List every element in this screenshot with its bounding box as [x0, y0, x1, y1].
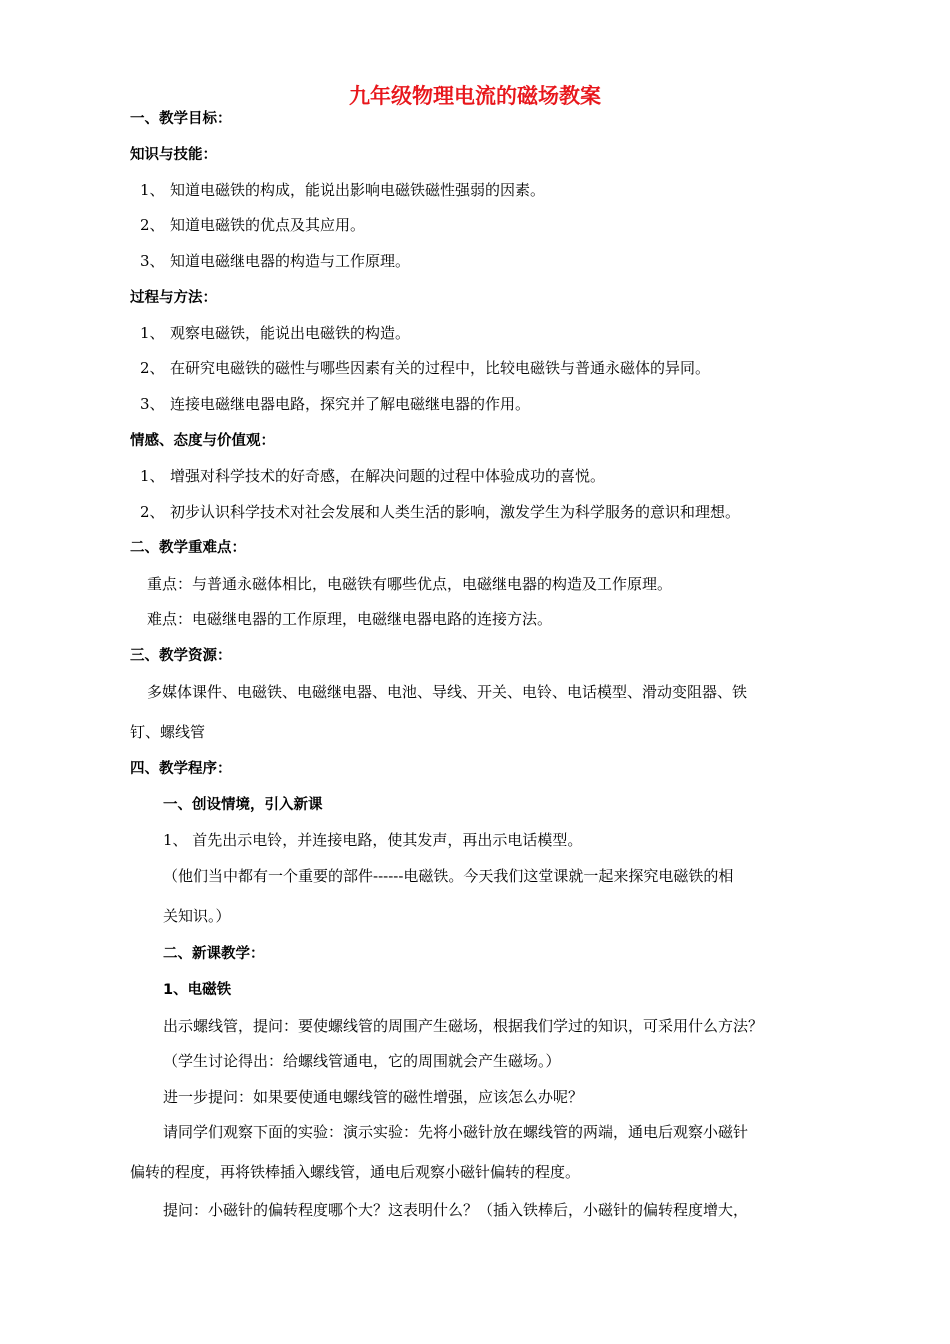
list-item: 1、 知道电磁铁的构成，能说出影响电磁铁磁性强弱的因素。 — [140, 181, 546, 199]
keypoint-focus: 重点：与普通永磁体相比，电磁铁有哪些优点，电磁继电器的构造及工作原理。 — [147, 575, 673, 593]
resources-text-continued: 钉、螺线管 — [130, 723, 206, 741]
document-title: 九年级物理电流的磁场教案 — [349, 84, 601, 108]
step-note-continued: 关知识。） — [163, 907, 231, 925]
list-item: 2、 知道电磁铁的优点及其应用。 — [140, 216, 366, 234]
step-heading-new-lesson: 二、新课教学： — [163, 946, 265, 962]
paragraph: 提问：小磁针的偏转程度哪个大？这表明什么？（插入铁棒后，小磁针的偏转程度增大， — [163, 1201, 749, 1219]
subheading-attitude: 情感、态度与价值观： — [130, 433, 275, 449]
step-heading-intro: 一、创设情境，引入新课 — [163, 797, 323, 813]
list-item: 1、 增强对科学技术的好奇感，在解决问题的过程中体验成功的喜悦。 — [140, 467, 606, 485]
step-item: 1、 首先出示电铃，并连接电路，使其发声，再出示电话模型。 — [163, 831, 583, 849]
resources-text: 多媒体课件、电磁铁、电磁继电器、电池、导线、开关、电铃、电话模型、滑动变阻器、铁 — [147, 683, 748, 701]
section-heading-keypoints: 二、教学重难点： — [130, 540, 246, 556]
paragraph: 出示螺线管，提问：要使螺线管的周围产生磁场，根据我们学过的知识，可采用什么方法？ — [163, 1017, 764, 1035]
subsection-heading-electromagnet: 1、电磁铁 — [163, 982, 232, 998]
subheading-knowledge: 知识与技能： — [130, 147, 217, 163]
list-item: 3、 知道电磁继电器的构造与工作原理。 — [140, 252, 411, 270]
paragraph: 请同学们观察下面的实验：演示实验：先将小磁针放在螺线管的两端，通电后观察小磁针 — [163, 1123, 749, 1141]
list-item: 2、 在研究电磁铁的磁性与哪些因素有关的过程中，比较电磁铁与普通永磁体的异同。 — [140, 359, 711, 377]
paragraph: 进一步提问：如果要使通电螺线管的磁性增强，应该怎么办呢？ — [163, 1088, 584, 1106]
section-heading-procedure: 四、教学程序： — [130, 761, 232, 777]
section-heading-resources: 三、教学资源： — [130, 648, 232, 664]
step-note: （他们当中都有一个重要的部件------电磁铁。今天我们这堂课就一起来探究电磁铁的相 — [163, 867, 734, 885]
section-heading-goals: 一、教学目标： — [130, 111, 232, 127]
keypoint-difficulty: 难点：电磁继电器的工作原理，电磁继电器电路的连接方法。 — [147, 610, 553, 628]
list-item: 2、 初步认识科学技术对社会发展和人类生活的影响，激发学生为科学服务的意识和理想。 — [140, 503, 741, 521]
paragraph: （学生讨论得出：给螺线管通电，它的周围就会产生磁场。） — [163, 1052, 561, 1070]
list-item: 1、 观察电磁铁，能说出电磁铁的构造。 — [140, 324, 411, 342]
subheading-process: 过程与方法： — [130, 290, 217, 306]
paragraph-continued: 偏转的程度，再将铁棒插入螺线管，通电后观察小磁针偏转的程度。 — [130, 1163, 581, 1181]
list-item: 3、 连接电磁继电器电路，探究并了解电磁继电器的作用。 — [140, 395, 531, 413]
